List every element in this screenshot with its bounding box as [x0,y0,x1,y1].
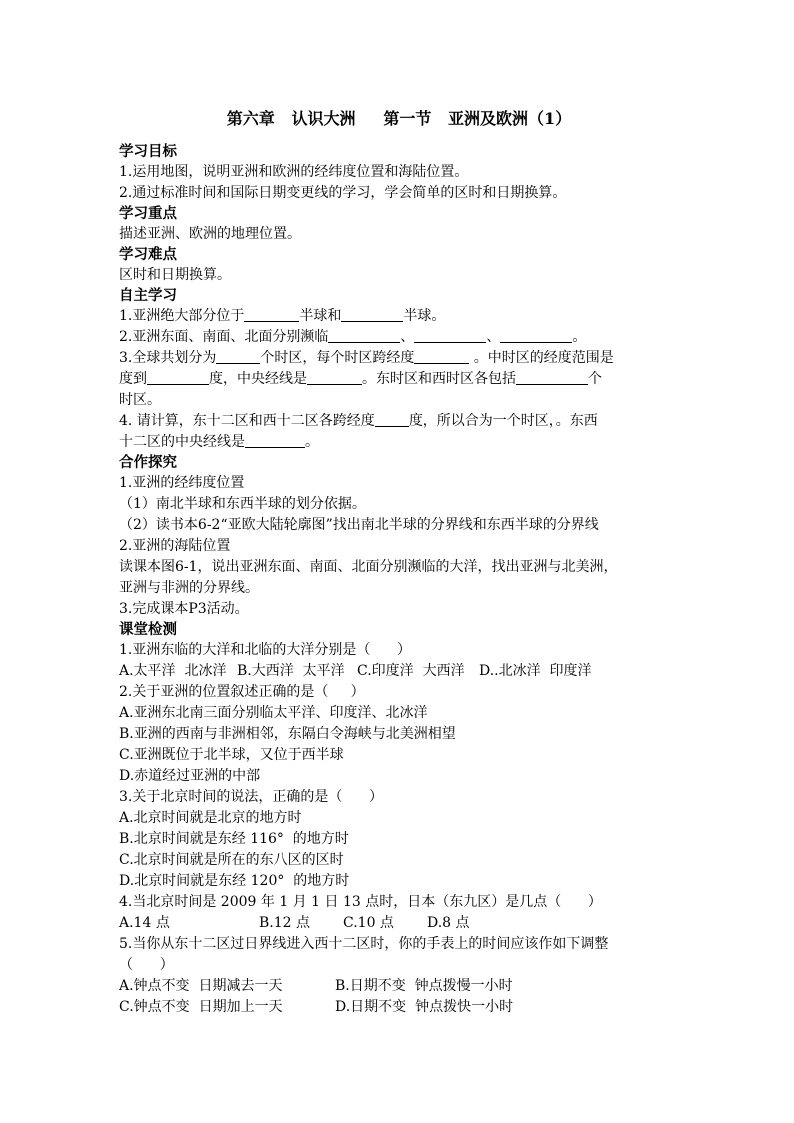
test-q4-options [119,913,679,934]
self-study-q4 [119,411,679,432]
option-b[interactable]: B.大西洋 太平洋 [237,663,345,679]
option-b[interactable]: B.12 点 [259,915,311,931]
coop-line: 2.亚洲的海陆位置 [119,538,231,554]
q-text: 2.亚洲东面、南面、北面分别濒临 [119,329,329,345]
option-d[interactable]: D.北京时间就是东经 120° 的地方时 [119,873,350,889]
coop-line: 3.完成课本P3活动。 [119,601,249,617]
key-text: 描述亚洲、欧洲的地理位置。 [119,226,301,242]
answer-blank[interactable] [516,370,588,385]
answer-blank[interactable] [341,307,403,322]
option-b[interactable]: B.北京时间就是东经 116° 的地方时 [119,831,349,847]
q-text: 半球和 [299,308,342,324]
section-heading-self-study: 自主学习 [119,287,177,304]
test-q1-options [119,661,679,682]
q-text: 3.全球共划分为 [119,350,217,366]
self-study-q2 [119,327,679,348]
section-heading-coop: 合作探究 [119,454,177,471]
option-d[interactable]: D.日期不变 钟点拨快一小时 [335,999,514,1015]
q-text: 个时区，每个时区跨经度 [260,350,415,366]
option-a[interactable]: A.亚洲东北南三面分别临太平洋、印度洋、北冰洋 [119,705,428,721]
q-text: 、 [486,329,501,345]
q-text: 。东时区和西时区各包括 [362,371,516,387]
goal-item: 2.通过标准时间和国际日期变更线的学习，学会简单的区时和日期换算。 [119,185,567,201]
q-text: 度到 [119,371,147,387]
option-b[interactable]: B.亚洲的西南与非洲相邻，东隔白令海峡与北美洲相望 [119,726,456,742]
coop-line: （1）南北半球和东西半球的划分依据。 [119,496,366,512]
option-b[interactable]: B.日期不变 钟点拨慢一小时 [335,978,513,994]
answer-blank[interactable] [147,370,209,385]
option-a[interactable]: A.钟点不变 日期减去一天 [119,978,283,994]
test-q2-stem: 2.关于亚洲的位置叙述正确的是（ ） [119,684,365,700]
answer-blank[interactable] [245,433,305,448]
option-a[interactable]: A.太平洋 北冰洋 [119,663,227,679]
test-q5-paren: （ ） [119,957,174,973]
coop-line: （2）读书本6-2“亚欧大陆轮廓图”找出南北半球的分界线和东西半球的分界线 [119,517,599,533]
option-d[interactable]: D.赤道经过亚洲的中部 [119,768,261,784]
q-text: 半球。 [403,308,446,324]
section-heading-key: 学习重点 [119,205,177,222]
section-heading-difficulty: 学习难点 [119,246,177,263]
self-study-q3 [119,348,679,369]
answer-blank[interactable] [216,349,260,364]
option-c[interactable]: C.北京时间就是所在的东八区的区时 [119,852,344,868]
q-text: 1.亚洲绝大部分位于 [119,308,245,324]
q-text: 4. 请计算，东十二区和西十二区各跨经度 [119,413,375,429]
option-a[interactable]: A.14 点 [119,915,170,931]
worksheet-content [119,104,679,1018]
test-q3-stem: 3.关于北京时间的说法，正确的是（ ） [119,789,384,805]
answer-blank[interactable] [375,412,409,427]
option-c[interactable]: C.印度洋 大西洋 [357,663,465,679]
q-text: 度，所以合为一个时区，。东西 [408,413,598,429]
option-c[interactable]: C.亚洲既位于北半球，又位于西半球 [119,747,344,763]
section-heading-test: 课堂检测 [119,621,177,638]
test-q5-stem: 5.当你从东十二区过日界线进入西十二区时，你的手表上的时间应该作如下调整 [119,936,609,952]
option-d[interactable]: D..北冰洋 印度洋 [479,663,592,679]
q-text: 。中时区的经度范围是 [469,350,614,366]
test-q4-stem: 4.当北京时间是 2009 年 1 月 1 日 13 点时，日本（东九区）是几点（ ） [119,894,602,910]
q-text: 十二区的中央经线是 [119,434,245,450]
coop-line: 读课本图6-1，说出亚洲东面、南面、北面分别濒临的大洋，找出亚洲与北美洲， [119,559,618,575]
difficulty-text: 区时和日期换算。 [119,267,231,283]
self-study-q1 [119,306,679,327]
test-q5-options [119,997,679,1018]
option-c[interactable]: C.10 点 [343,915,394,931]
page-title: 第六章 认识大洲 第一节 亚洲及欧洲（1） [226,109,572,128]
goal-item: 1.运用地图，说明亚洲和欧洲的经纬度位置和海陆位置。 [119,164,469,180]
self-study-q4-cont [119,432,679,453]
q-text: 。 [572,329,587,345]
answer-blank[interactable] [307,370,362,385]
self-study-q3-end: 时区。 [119,392,161,408]
answer-blank[interactable] [414,328,486,343]
coop-line: 亚洲与非洲的分界线。 [119,580,259,596]
answer-blank[interactable] [500,328,572,343]
answer-blank[interactable] [244,307,299,322]
option-d[interactable]: D.8 点 [427,915,470,931]
test-q5-options [119,976,679,997]
q-text: 个 [588,371,602,387]
q-text: 、 [400,329,415,345]
section-heading-goals: 学习目标 [119,143,177,160]
option-c[interactable]: C.钟点不变 日期加上一天 [119,999,283,1015]
self-study-q3-cont [119,369,679,390]
answer-blank[interactable] [414,349,469,364]
answer-blank[interactable] [328,328,400,343]
q-text: 。 [305,434,319,450]
option-a[interactable]: A.北京时间就是北京的地方时 [119,810,302,826]
q-text: 度，中央经线是 [209,371,307,387]
test-q1-stem: 1.亚洲东临的大洋和北临的大洋分别是（ ） [119,642,412,658]
coop-line: 1.亚洲的经纬度位置 [119,475,245,491]
